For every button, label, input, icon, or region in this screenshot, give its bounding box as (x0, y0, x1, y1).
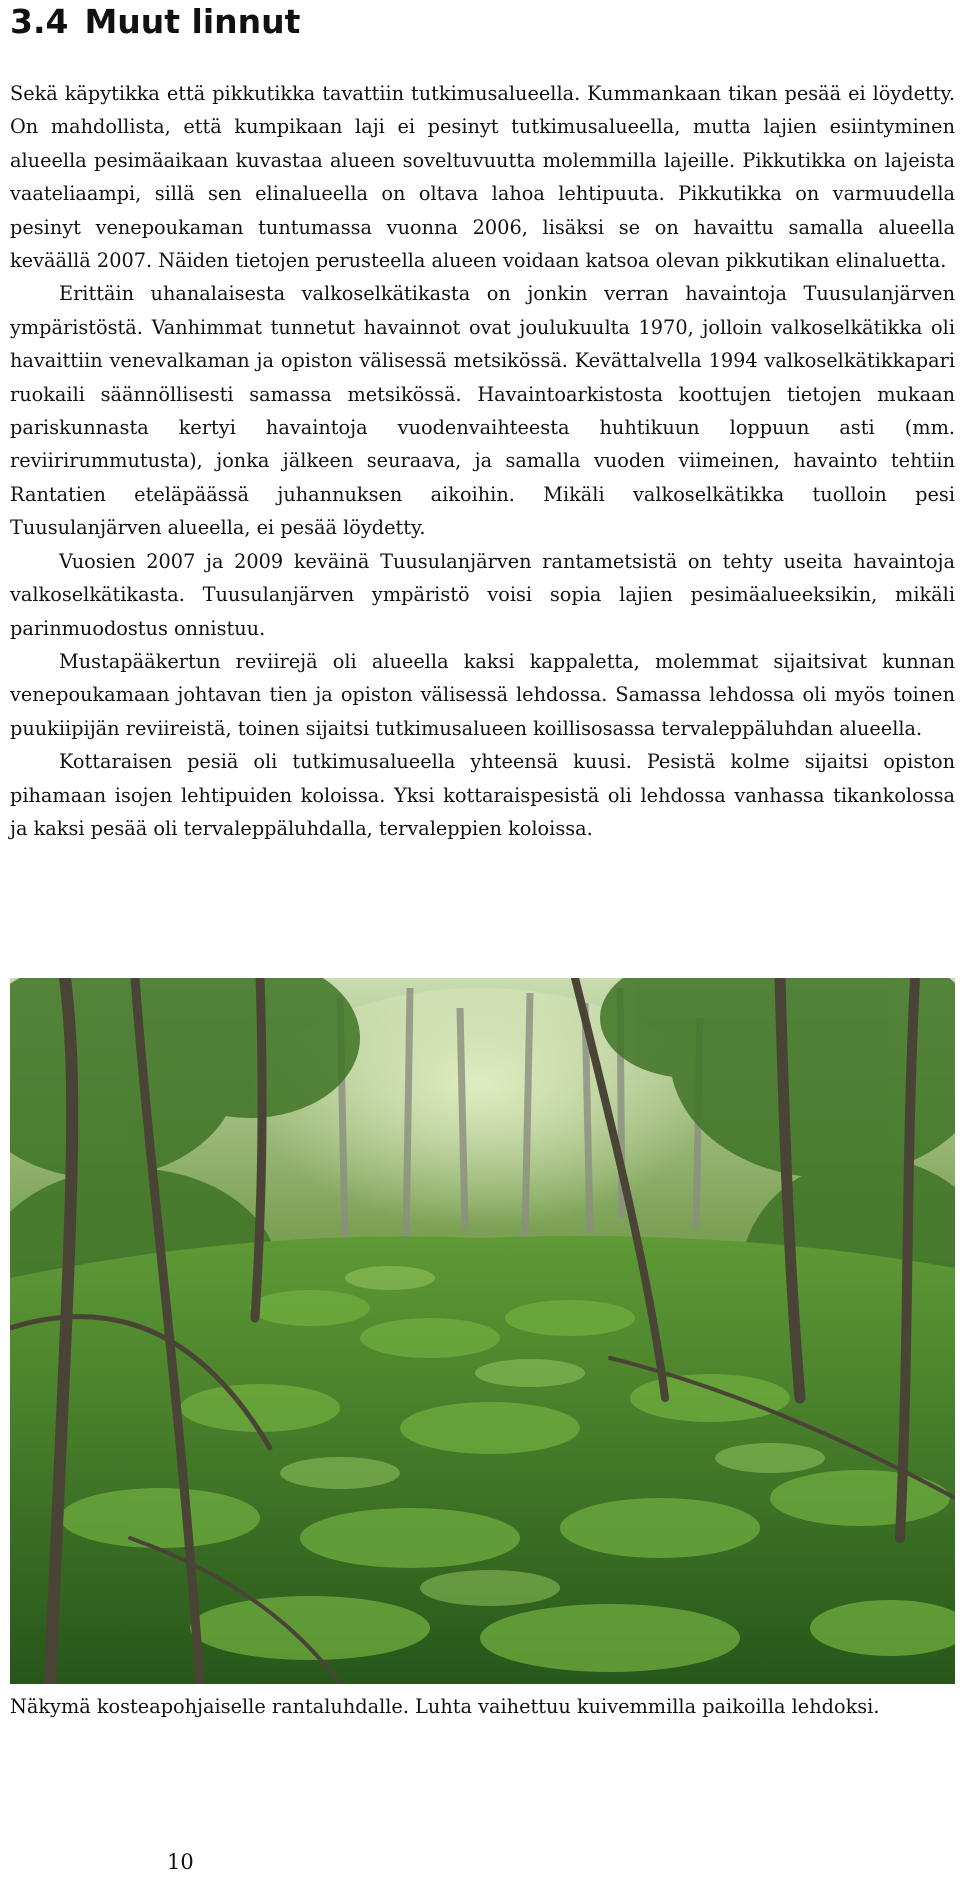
paragraph-woodpeckers: Sekä käpytikka että pikkutikka tavattiin tutkimusalueella. Kummankaan tikan pesää ei löydetty. On mahdollista, että kumpikaan laji ei pesinyt tutkimusalueella, mutta lajien esiintyminen alueella pesimäaikaan kuvastaa alueen soveltuvuutta molemmilla lajeille. Pikkutikka on lajeista vaateliaampi, sillä sen elinalueella on oltava lahoa lehtipuuta. Pikkutikka on varmuudella pesinyt venepoukaman tuntumassa vuonna 2006, lisäksi se on havaittu samalla alueella keväällä 2007. Näiden tietojen perusteella alueen voidaan katsoa olevan pikkutikan elinaluetta. (10, 82, 955, 273)
paragraph-recent-observations: Vuosien 2007 ja 2009 keväinä Tuusulanjärven rantametsistä on tehty useita havaintoja valkoselkätikasta. Tuusulanjärven ympäristö voisi sopia lajien pesimäalueeksikin, mikäli parinmuodostus onnistuu. (10, 549, 955, 640)
paragraph-blackcap: Mustapääkertun reviirejä oli alueella kaksi kappaletta, molemmat sijaitsivat kunnan venepoukamaan johtavan tien ja opiston välisessä lehdossa. Samassa lehdossa oli myös toinen puukiipijän reviireistä, toinen sijaitsi tutkimusalueen koillisosassa tervaleppäluhdan alueella. (10, 649, 955, 740)
figure-caption: Näkymä kosteapohjaiselle rantaluhdalle. Luhta vaihettuu kuivemmilla paikoilla lehdoksi. (10, 1695, 880, 1718)
section-heading (10, 0, 955, 42)
body-text (10, 77, 955, 845)
document-page (10, 0, 955, 1718)
paragraph-white-backed-woodpecker: Erittäin uhanalaisesta valkoselkätikasta on jonkin verran havaintoja Tuusulanjärven ympäristöstä. Vanhimmat tunnetut havainnot ovat joulukuulta 1970, jolloin valkoselkätikka oli havaittiin venevalkaman ja opiston välisessä metsikössä. Kevättalvella 1994 valkoselkätikkapari ruokaili säännöllisesti samassa metsikössä. Havaintoarkistosta koottujen tietojen mukaan pariskunnasta kertyi havaintoja vuodenvaihteesta huhtikuun loppuun asti (mm. reviirirummutusta), jonka jälkeen seuraava, ja samalla vuoden viimeinen, havainto tehtiin Rantatien eteläpäässä juhannuksen aikoihin. Mikäli valkoselkätikka tuolloin pesi Tuusulanjärven alueella, ei pesää löydetty. (10, 282, 955, 540)
page-number: 10 (167, 1850, 194, 1874)
paragraph-starling: Kottaraisen pesiä oli tutkimusalueella yhteensä kuusi. Pesistä kolme sijaitsi opiston pihamaan isojen lehtipuiden koloissa. Yksi kottaraispesistä oli lehdossa vanhassa tikankolossa ja kaksi pesää oli tervaleppäluhdalla, tervaleppien koloissa. (10, 750, 955, 840)
section-title: Muut linnut (84, 2, 301, 41)
section-number: 3.4 (10, 2, 69, 41)
forest-photo-illustration (10, 978, 955, 1684)
forest-photo (10, 978, 955, 1684)
